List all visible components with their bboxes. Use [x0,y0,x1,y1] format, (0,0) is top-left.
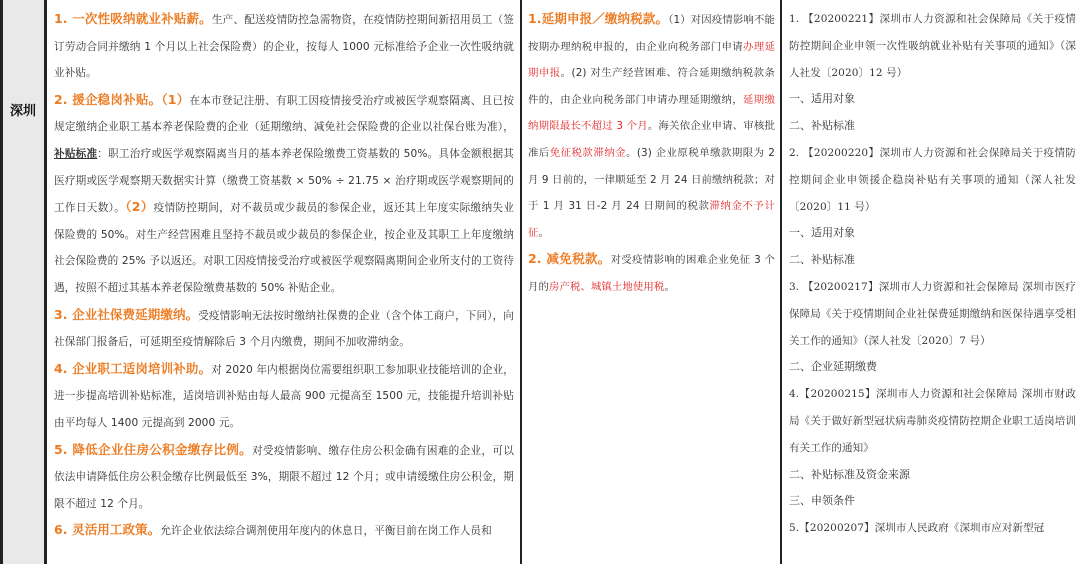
policy-item-title: 2. 援企稳岗补贴。 [54,91,162,107]
source-document: 1. 【20200221】深圳市人力资源和社会保障局《关于疫情防控期间企业申领一次性吸纳就业补贴有关事项的通知》（深人社发〔2020〕12 号） [789,13,1076,79]
policy-item-4 [54,356,514,437]
section-heading: 一、适用对象 [789,226,855,240]
source-document: 4.【20200215】深圳市人力资源和社会保障局 深圳市财政局《关于做好新型冠状病毒肺炎疫情防控期企业职工适岗培训有关工作的通知》 [789,388,1076,454]
highlight-text: 房产税、城镇土地使用税 [548,280,665,293]
tax-item-2 [528,246,775,300]
tax-item-text: 对受疫情影响的困难企业免征 3 个月的 [528,254,775,293]
tax-item-text: 。(3) 企业原税单缴款期限为 2 月 9 日前的，一律顺延至 2 月 24 日前缴纳税款；对于 1 月 31 日-2 月 24 日期间的税款 [528,146,776,213]
tax-item-text: （1）对因疫情影响不能按期办理纳税申报的，由企业向税务部门申请 [528,14,775,53]
policy-item-title: 6. 灵活用工政策。 [54,522,161,538]
subsidy-standard-label: 补贴标准 [54,147,98,160]
policy-item-6 [54,517,514,545]
source-document: 5.【20200207】深圳市人民政府《深圳市应对新型冠 [789,522,1045,535]
section-heading: 二、企业延期缴费 [789,360,877,374]
employment-policy-column [47,0,520,564]
section-heading: 三、申领条件 [789,494,855,508]
policy-item-body: 生产、配送疫情防控急需物资，在疫情防控期间新招用员工（签订劳动合同并缴纳 1 个月以上社会保险费）的企业，按每人 1000 元标准给予企业一次性吸纳就业补贴。 [54,14,514,80]
highlight-text: 免征税款滞纳金 [549,146,626,159]
source-document: 2. 【20200220】深圳市人力资源和社会保障局关于疫情防控期间企业申领援企稳岗补贴有关事项的通知（深人社发〔2020〕11 号） [789,146,1076,213]
section-heading: 二、补贴标准及资金来源 [789,467,910,481]
policy-item-body: 允许企业依法综合调剂使用年度内的休息日，平衡目前在岗工作人员和 [160,525,492,538]
city-column [0,0,47,564]
section-heading: 二、补贴标准 [789,119,855,133]
tax-policy-column [520,0,780,564]
highlight-text: 延期缴纳期限最长不超过 3 个月 [528,93,775,133]
section-heading: 二、补贴标准 [789,253,855,267]
tax-item-title: 1.延期申报／缴纳税款。 [528,11,669,26]
city-label: 深圳 [10,104,37,119]
policy-item-title: 5. 降低企业住房公积金缴存比例。 [54,441,252,457]
policy-item-body: 疫情防控期间，对不裁员或少裁员的参保企业，返还其上年度实际缴纳失业保险费的 50%。对生产经营困难且坚持不裁员或少裁员的参保企业，按企业及其职工上年度缴纳社会保险费的 25% 予以返还。对职工因疫情接受治疗或被医学观察隔离期间企业所支付的工资待遇，按照不超过其基本养老保险缴费基数的 50% 补贴企业。 [54,202,515,294]
policy-item-title: 4. 企业职工适岗培训补助。 [54,360,212,376]
policy-subitem-marker: （1） [161,91,190,107]
policy-item-3 [54,302,514,356]
policy-item-title: 1. 一次性吸纳就业补贴薪。 [54,11,212,26]
policy-item-body: 在本市登记注册、有职工因疫情接受治疗或被医学观察隔离、且已按规定缴纳企业职工基本养老保险费的企业（延期缴纳、减免社会保险费的企业以社保台账为准）， [54,94,514,134]
policy-item-1 [54,6,514,87]
policy-item-title: 3. 企业社保费延期缴纳。 [54,306,199,322]
section-heading: 一、适用对象 [789,92,855,106]
tax-item-text: 。 [664,280,675,293]
source-document: 3. 【20200217】深圳市人力资源和社会保障局 深圳市医疗保障局《关于疫情期间企业社保费延期缴纳和医保待遇享受相关工作的通知》（深人社发〔2020〕7 号） [789,280,1076,347]
policy-item-2 [54,87,514,302]
tax-item-text: 。(2) 对生产经营困难、符合延期缴纳税款条件的，由企业向税务部门申请办理延期缴纳， [528,67,775,106]
tax-item-1 [528,6,775,246]
policy-item-body: 对受疫情影响、缴存住房公积金确有困难的企业，可以依法申请降低住房公积金缴存比例最低至 3%，期限不超过 12 个月；或申请缓缴住房公积金，期限不超过 12 个月。 [54,444,515,510]
policy-item-5 [54,437,514,518]
policy-item-body: ：职工治疗或医学观察隔离当月的基本养老保险缴费工资基数的 50%。具体金额根据其医疗期或医学观察期天数据实计算（缴费工资基数 × 50% ÷ 21.75 × 治疗期或医学观察期间的工作日天数）。 [54,147,514,215]
tax-item-title: 2. 减免税款。 [528,251,611,267]
highlight-text: 办理延期申报 [528,40,775,80]
policy-item-body: 受疫情影响无法按时缴纳社保费的企业（含个体工商户，下同），向社保部门报备后，可延期至疫情解除后 3 个月内缴费，期间不加收滞纳金。 [54,309,514,349]
policy-item-body: 对 2020 年内根据岗位需要组织职工参加职业技能培训的企业，进一步提高培训补贴标准，适岗培训补贴由每人最高 900 元提高至 1500 元，技能提升培训补贴由平均每人 1400 元提高到 2000 元。 [54,363,515,429]
policy-subitem-marker: （2） [125,199,154,215]
tax-item-text: 。海关依企业申请、审核批准后 [528,120,775,159]
tax-item-text: 。 [538,226,549,239]
highlight-text: 滞纳金不予计征 [528,200,775,239]
policy-source-column [780,0,1080,564]
